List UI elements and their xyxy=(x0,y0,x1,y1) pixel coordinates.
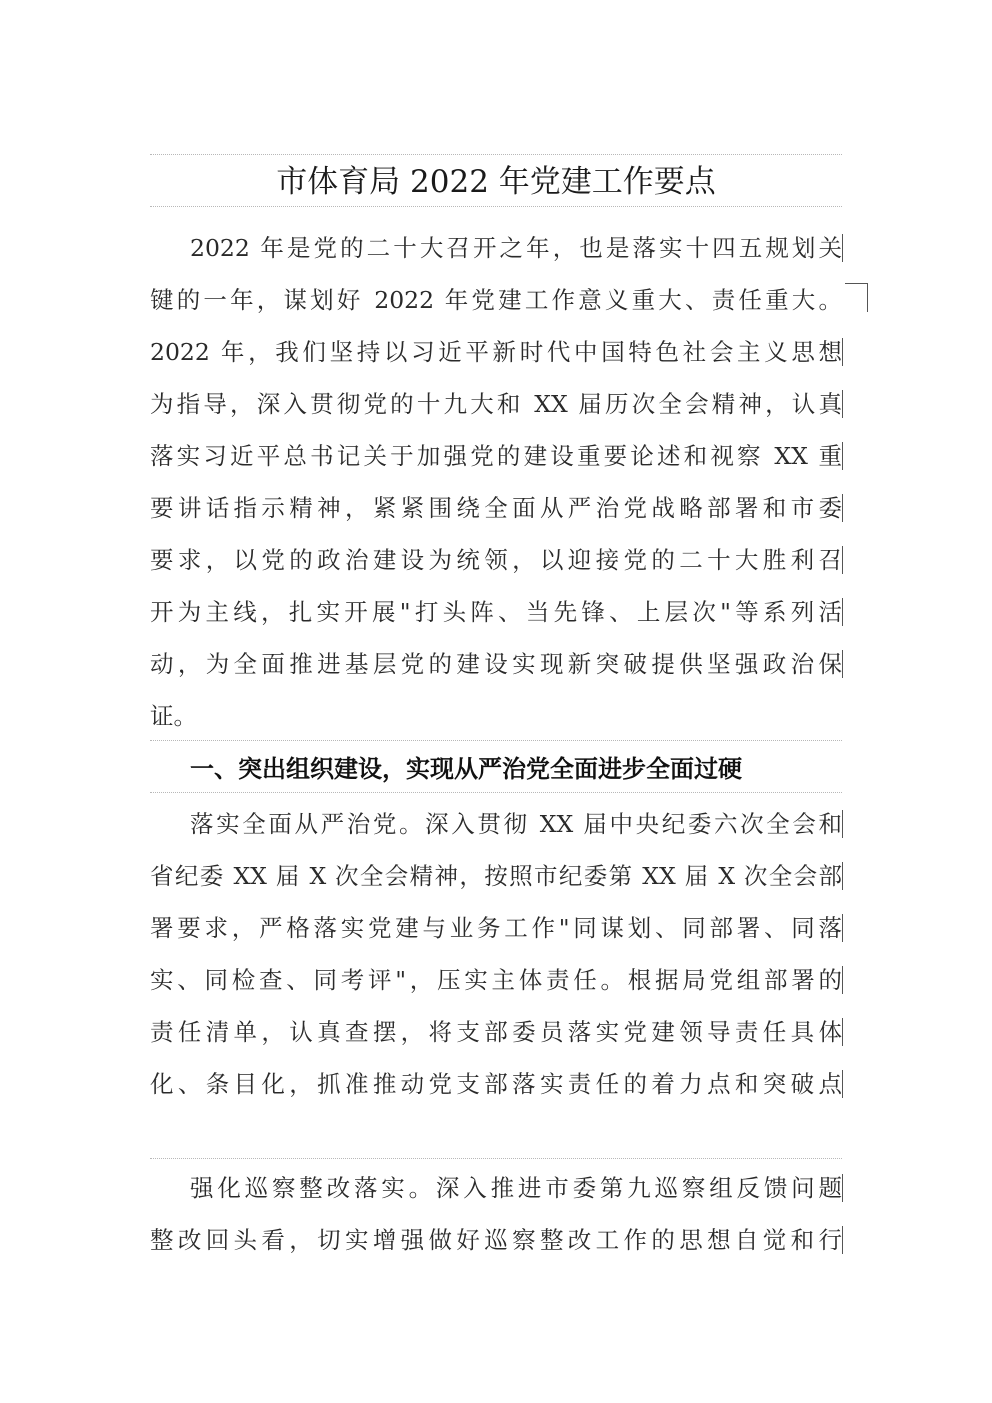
para1-line-6: 化、条目化，抓准推动党支部落实责任的着力点和突破点 xyxy=(150,1070,842,1098)
intro-line-6: 要讲话指示精神，紧紧围绕全面从严治党战略部署和市委 xyxy=(150,494,842,522)
intro-line-5: 落实习近平总书记关于加强党的建设重要论述和视察 XX 重 xyxy=(150,442,842,470)
section-rule-top xyxy=(150,740,842,741)
para1-line-1: 落实全面从严治党。深入贯彻 XX 届中央纪委六次全会和 xyxy=(190,810,842,838)
margin-bar xyxy=(842,650,843,678)
para1-line-2: 省纪委 XX 届 X 次全会精神，按照市纪委第 XX 届 X 次全会部 xyxy=(150,862,842,890)
margin-bar xyxy=(842,1226,843,1254)
intro-line-8: 开为主线，扎实开展"打头阵、当先锋、上层次"等系列活 xyxy=(150,598,842,626)
margin-bar xyxy=(842,442,843,470)
margin-bar xyxy=(842,338,843,366)
margin-bar xyxy=(842,1070,843,1098)
para1-line-4: 实、同检查、同考评"，压实主体责任。根据局党组部署的 xyxy=(150,966,842,994)
section-rule-bottom xyxy=(150,792,842,793)
margin-bar xyxy=(842,1174,843,1202)
page-break-rule xyxy=(150,1158,842,1159)
para2-line-2: 整改回头看，切实增强做好巡察整改工作的思想自觉和行 xyxy=(150,1226,842,1254)
header-bottom-rule xyxy=(150,206,842,207)
para1-line-3: 署要求，严格落实党建与业务工作"同谋划、同部署、同落 xyxy=(150,914,842,942)
margin-bar xyxy=(842,966,843,994)
intro-line-3: 2022 年，我们坚持以习近平新时代中国特色社会主义思想 xyxy=(150,338,842,366)
margin-bar xyxy=(842,862,843,890)
para1-line-5: 责任清单，认真查摆，将支部委员落实党建领导责任具体 xyxy=(150,1018,842,1046)
margin-bar xyxy=(842,234,843,262)
section-1-heading: 一、突出组织建设，实现从严治党全面进步全面过硬 xyxy=(190,755,742,783)
para2-line-1: 强化巡察整改落实。深入推进市委第九巡察组反馈问题 xyxy=(190,1174,842,1202)
margin-bar xyxy=(842,390,843,418)
header-top-rule xyxy=(150,154,842,155)
intro-line-1: 2022 年是党的二十大召开之年，也是落实十四五规划关 xyxy=(190,234,842,262)
margin-bar xyxy=(842,810,843,838)
margin-bar xyxy=(842,1018,843,1046)
intro-line-10: 证。 xyxy=(150,702,197,730)
margin-bar xyxy=(842,598,843,626)
margin-bar xyxy=(842,546,843,574)
intro-line-4: 为指导，深入贯彻党的十九大和 XX 届历次全会精神，认真 xyxy=(150,390,842,418)
margin-bar xyxy=(842,494,843,522)
document-title: 市体育局 2022 年党建工作要点 xyxy=(276,164,716,200)
intro-line-2: 键的一年，谋划好 2022 年党建工作意义重大、责任重大。 xyxy=(150,286,842,314)
margin-bar xyxy=(842,914,843,942)
margin-corner-mark xyxy=(845,283,868,312)
intro-line-9: 动，为全面推进基层党的建设实现新突破提供坚强政治保 xyxy=(150,650,842,678)
intro-line-7: 要求，以党的政治建设为统领，以迎接党的二十大胜利召 xyxy=(150,546,842,574)
